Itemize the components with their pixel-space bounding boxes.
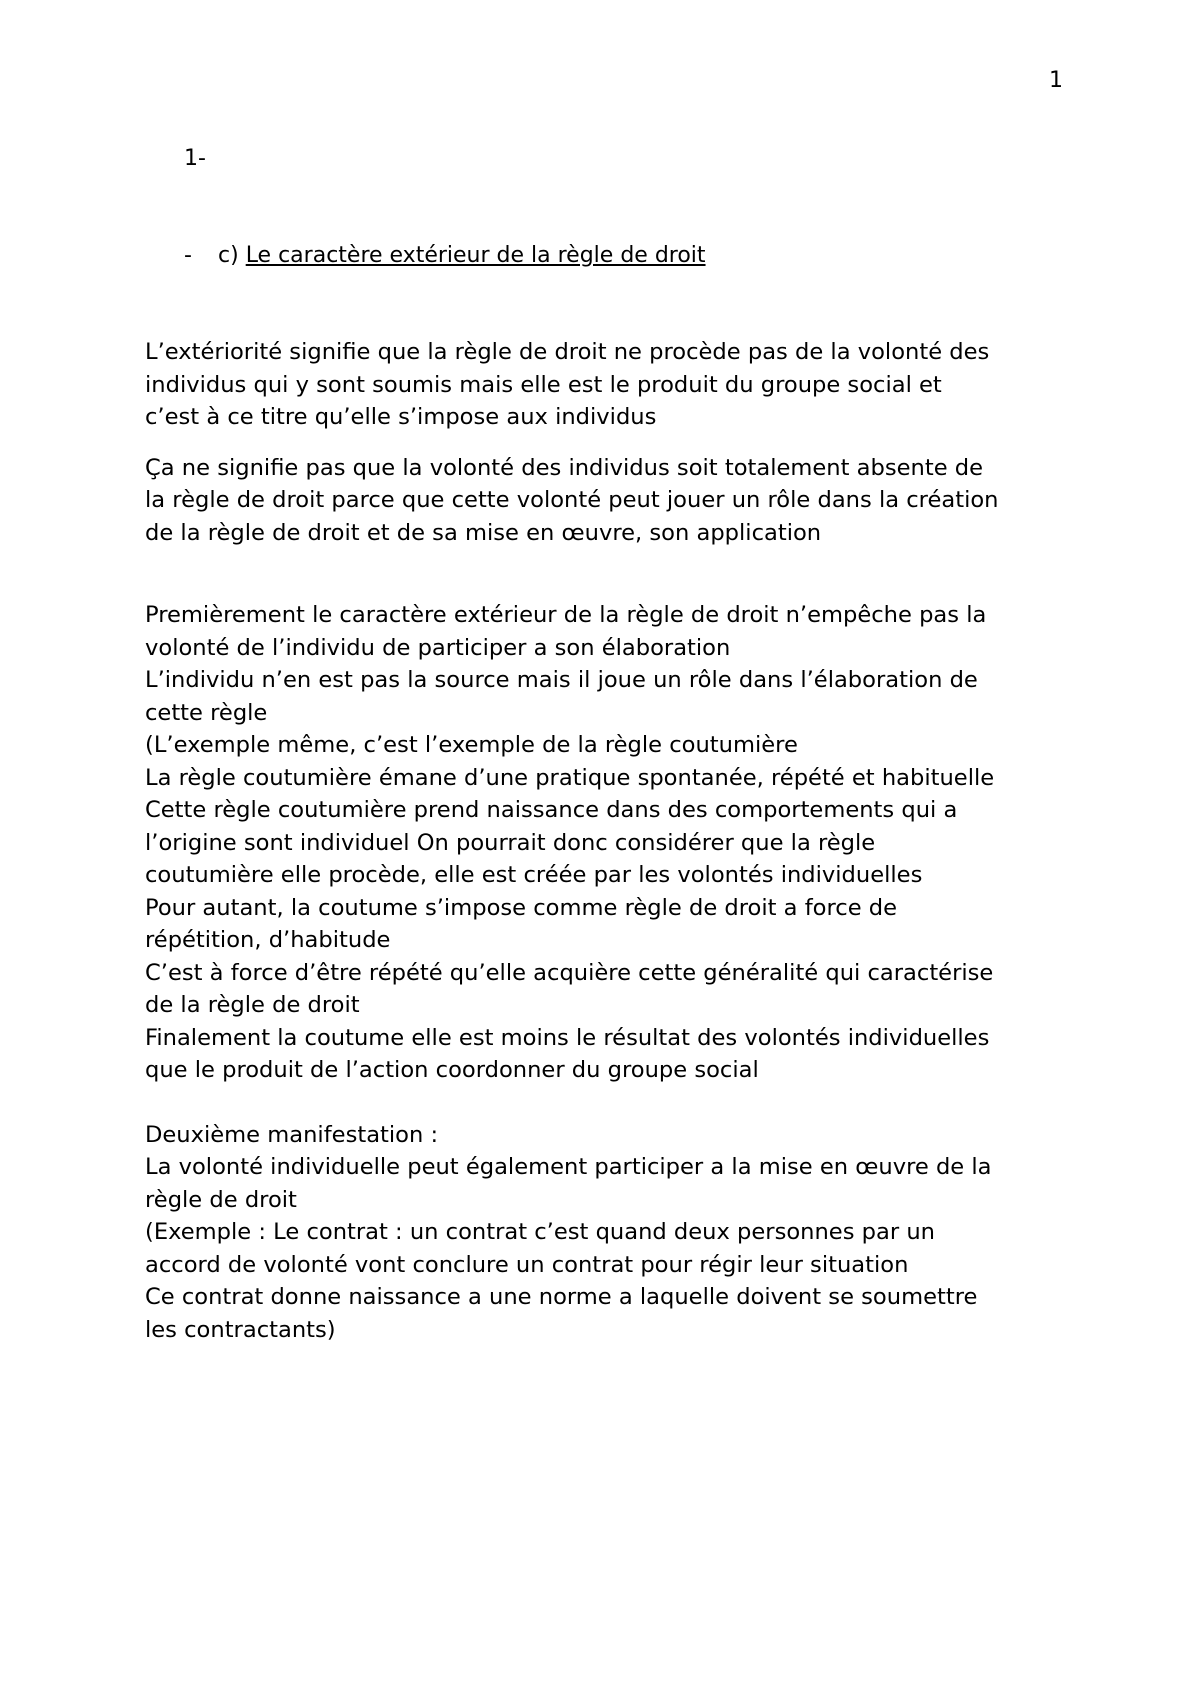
text-line: l’origine sont individuel On pourrait donc considérer que la règle (145, 829, 876, 856)
text-line: Ce contrat donne naissance a une norme a laquelle doivent se soumettre (145, 1284, 978, 1310)
heading-prefix: c) (218, 243, 239, 268)
text-line: les contractants) (145, 1316, 336, 1343)
text-line: accord de volonté vont conclure un contrat pour régir leur situation (145, 1251, 909, 1278)
text-line: répétition, d’habitude (145, 927, 391, 953)
body-text (145, 336, 1085, 1346)
text-line: Cette règle coutumière prend naissance dans des comportements qui a (145, 797, 958, 823)
text-line: Premièrement le caractère extérieur de la règle de droit n’empêche pas la (145, 602, 987, 628)
text-line: règle de droit (145, 1186, 297, 1213)
page-number: 1 (1049, 68, 1063, 93)
heading-title: Le caractère extérieur de la règle de droit (245, 243, 706, 268)
text-line: Pour autant, la coutume s’impose comme règle de droit a force de (145, 894, 898, 921)
text-line: c’est à ce titre qu’elle s’impose aux individus (145, 404, 657, 430)
text-line: de la règle de droit (145, 992, 360, 1018)
text-line: Finalement la coutume elle est moins le résultat des volontés individuelles (145, 1024, 990, 1051)
heading-bullet: - (184, 243, 192, 268)
text-line: (L’exemple même, c’est l’exemple de la règle coutumière (145, 732, 798, 758)
text-line: Ça ne signifie pas que la volonté des individus soit totalement absente de (145, 454, 984, 481)
text-line: La règle coutumière émane d’une pratique spontanée, répété et habituelle (145, 764, 995, 791)
text-line: la règle de droit parce que cette volonté peut jouer un rôle dans la création (145, 487, 999, 513)
text-line: cette règle (145, 699, 268, 726)
section-heading (184, 243, 706, 269)
list-number: 1- (184, 146, 206, 171)
text-line: individus qui y sont soumis mais elle est le produit du groupe social et (145, 371, 942, 398)
text-line: (Exemple : Le contrat : un contrat c’est quand deux personnes par un (145, 1219, 935, 1245)
text-line: que le produit de l’action coordonner du groupe social (145, 1057, 759, 1083)
text-line: volonté de l’individu de participer a son élaboration (145, 634, 731, 661)
text-line: L’individu n’en est pas la source mais il joue un rôle dans l’élaboration de (145, 667, 978, 693)
text-line: de la règle de droit et de sa mise en œuvre, son application (145, 519, 822, 546)
text-line: La volonté individuelle peut également participer a la mise en œuvre de la (145, 1154, 992, 1180)
text-line: Deuxième manifestation : (145, 1121, 439, 1148)
text-line: L’extériorité signifie que la règle de droit ne procède pas de la volonté des (145, 339, 990, 365)
text-line: coutumière elle procède, elle est créée par les volontés individuelles (145, 862, 923, 888)
text-line: C’est à force d’être répété qu’elle acquière cette généralité qui caractérise (145, 959, 994, 986)
